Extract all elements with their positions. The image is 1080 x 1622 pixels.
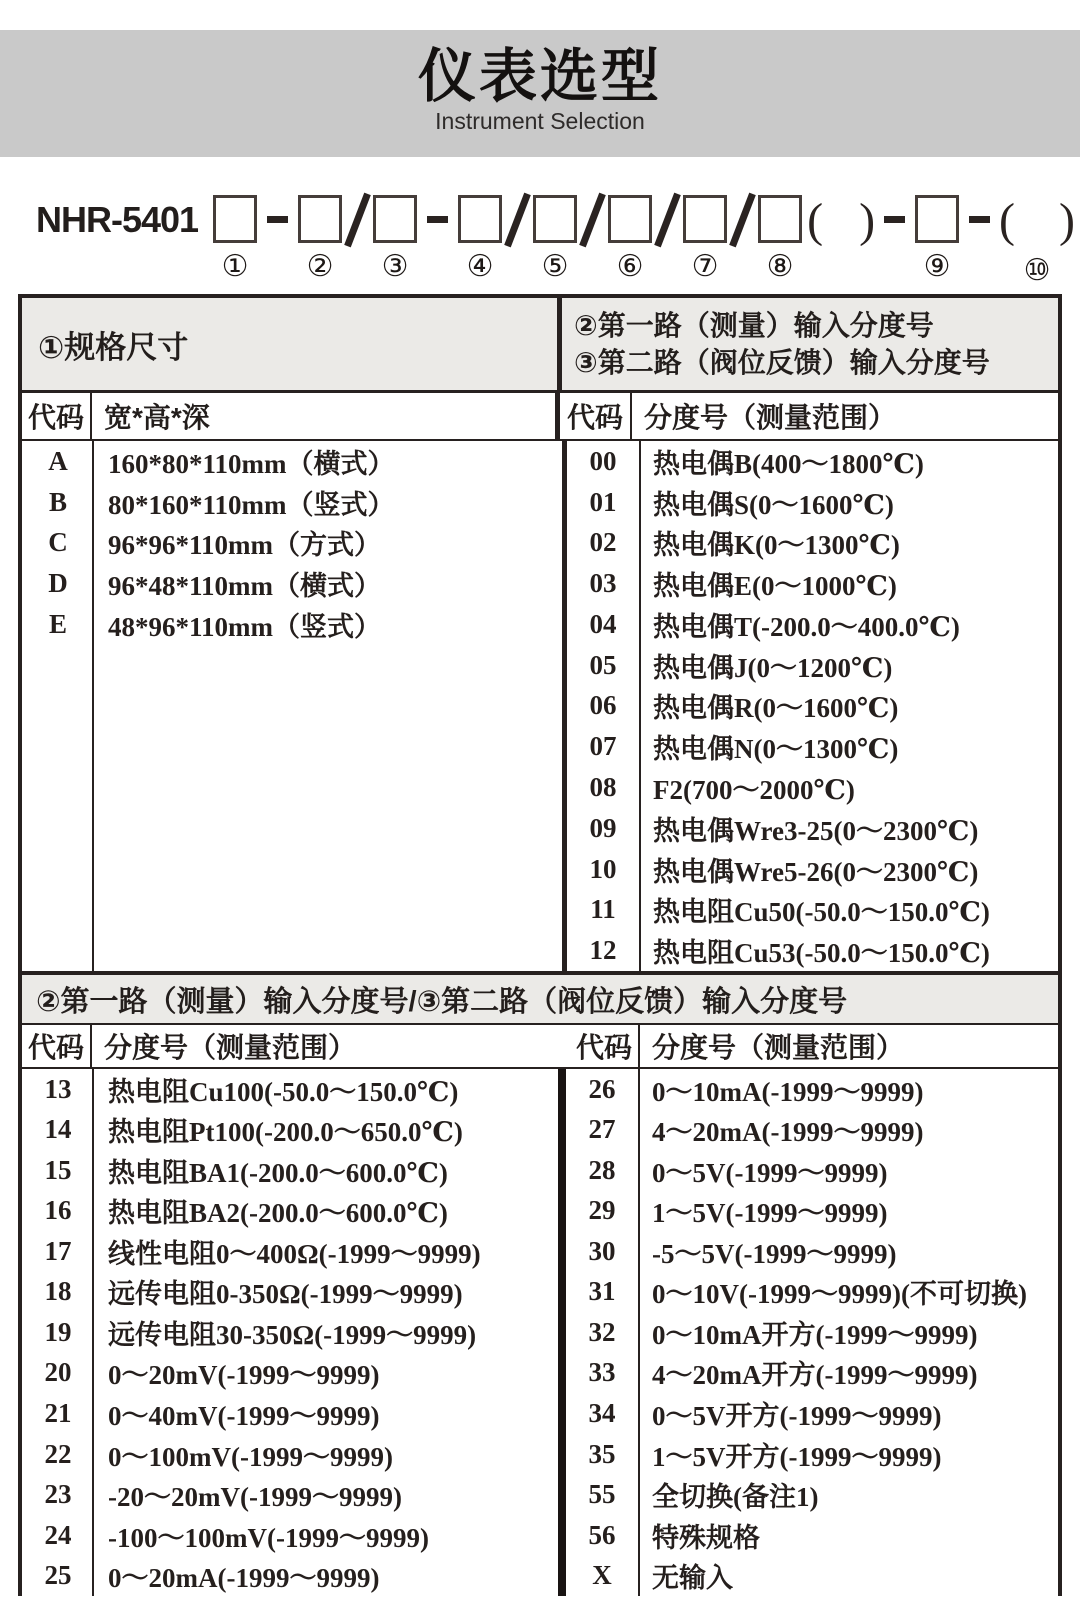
- division-code-list-13-25: [22, 1069, 558, 1596]
- row-code: 22: [44, 1438, 72, 1469]
- model-slot-number: ④: [466, 249, 494, 284]
- table-row: [22, 1393, 558, 1434]
- table-row: [567, 645, 1058, 686]
- model-slot: [758, 195, 802, 284]
- separator-slash: [729, 193, 756, 248]
- model-parens-slot: [807, 195, 875, 247]
- row-code: 09: [589, 812, 617, 843]
- row-code: 12: [589, 935, 617, 966]
- model-box: [213, 195, 257, 243]
- model-box: [298, 195, 342, 243]
- row-desc: 热电阻Cu100(-50.0～150.0℃): [108, 1076, 459, 1107]
- upper-data: [22, 441, 1058, 971]
- division-code-list-26-X: [566, 1069, 1058, 1596]
- model-slot-number: ⑧: [766, 249, 794, 284]
- row-code: 18: [44, 1276, 72, 1307]
- upper-column-header: [22, 393, 1058, 441]
- row-desc: 热电阻Pt100(-200.0～650.0℃): [108, 1117, 463, 1148]
- row-desc: 0～10V(-1999～9999)(不可切换): [652, 1279, 1027, 1310]
- row-code: 01: [589, 486, 617, 517]
- model-box: [458, 195, 502, 243]
- row-code: 28: [588, 1154, 616, 1185]
- row-desc: 热电阻Cu53(-50.0～150.0℃): [653, 938, 990, 969]
- row-desc: 热电偶N(0～1300℃): [653, 734, 899, 765]
- row-desc: 96*96*110mm（方式）: [108, 530, 381, 561]
- row-code: D: [48, 568, 68, 599]
- model-slot: [533, 195, 577, 284]
- row-desc: 0～10mA开方(-1999～9999): [652, 1319, 978, 1350]
- row-code: 04: [589, 608, 617, 639]
- model-slot: [298, 195, 342, 284]
- table-row: [566, 1069, 1058, 1110]
- table-row: [567, 482, 1058, 523]
- table-row: [566, 1150, 1058, 1191]
- model-slot-number: ①: [221, 249, 249, 284]
- model-slot: [373, 195, 417, 284]
- parens: ( ): [807, 194, 876, 247]
- row-desc: 160*80*110mm（横式）: [108, 448, 395, 479]
- table-row: [22, 1312, 558, 1353]
- row-code: X: [592, 1560, 612, 1591]
- model-slot: [213, 195, 257, 284]
- row-code: 31: [588, 1276, 616, 1307]
- model-slot-number: ⑨: [923, 249, 951, 284]
- row-desc: 48*96*110mm（竖式）: [108, 611, 381, 642]
- separator-slash: [504, 193, 531, 248]
- row-desc: 0～5V开方(-1999～9999): [652, 1401, 942, 1432]
- table-row: [566, 1191, 1058, 1232]
- col-code-right: 代码: [570, 1025, 640, 1067]
- table-row: [567, 604, 1058, 645]
- row-desc: 热电偶Wre5-26(0～2300℃): [653, 856, 979, 887]
- row-code: 13: [44, 1073, 72, 1104]
- page-title: 仪表选型: [417, 44, 662, 109]
- table-row: [566, 1110, 1058, 1151]
- row-desc: 4～20mA开方(-1999～9999): [652, 1360, 978, 1391]
- page-subtitle: Instrument Selection: [435, 108, 645, 134]
- input-division-header-line2: ③第二路（阀位反馈）输入分度号: [574, 347, 990, 378]
- separator-dash: [427, 216, 448, 223]
- row-desc: 热电阻BA2(-200.0～600.0℃): [108, 1198, 448, 1229]
- spec-table: [18, 294, 1062, 1596]
- model-slot-number: ⑤: [541, 249, 569, 284]
- model-parens-slot: [999, 195, 1075, 288]
- row-code: C: [48, 527, 68, 558]
- table-row: [22, 1272, 558, 1313]
- table-row: [567, 767, 1058, 808]
- row-code: 15: [44, 1154, 72, 1185]
- row-code: 20: [44, 1357, 72, 1388]
- row-desc: 全切换(备注1): [652, 1482, 819, 1513]
- row-desc: 特殊规格: [652, 1522, 760, 1553]
- parens: ( ): [999, 194, 1076, 247]
- model-slot-number: ③: [381, 249, 409, 284]
- table-row: [566, 1434, 1058, 1475]
- row-desc: 远传电阻0-350Ω(-1999～9999): [108, 1279, 463, 1310]
- table-row: [566, 1393, 1058, 1434]
- table-row: [22, 1434, 558, 1475]
- row-code: 35: [588, 1438, 616, 1469]
- col-code-right: 代码: [560, 393, 632, 439]
- table-row: [567, 441, 1058, 482]
- row-code: 30: [588, 1235, 616, 1266]
- row-code: 17: [44, 1235, 72, 1266]
- col-desc-right: 分度号（测量范围）: [652, 1032, 905, 1063]
- row-code: 00: [589, 445, 617, 476]
- col-desc-left: 宽*高*深: [92, 393, 560, 439]
- row-code: 33: [588, 1357, 616, 1388]
- row-code: 10: [589, 853, 617, 884]
- row-desc: 无输入: [652, 1563, 733, 1594]
- col-code-left: 代码: [22, 393, 92, 439]
- row-code: E: [48, 608, 67, 639]
- table-row: [567, 726, 1058, 767]
- row-code: 23: [44, 1479, 72, 1510]
- table-row: [22, 1474, 558, 1515]
- row-desc: 1～5V开方(-1999～9999): [652, 1441, 942, 1472]
- table-row: [566, 1555, 1058, 1596]
- model-slot: [683, 195, 727, 284]
- model-code-prefix: NHR-5401: [36, 199, 199, 240]
- table-row: [567, 523, 1058, 564]
- row-code: 03: [589, 568, 617, 599]
- model-slot-number: ⑥: [616, 249, 644, 284]
- model-slot: [608, 195, 652, 284]
- row-desc: 0～20mV(-1999～9999): [108, 1360, 380, 1391]
- division-code-list-00-12: [567, 441, 1058, 971]
- table-row: [22, 604, 562, 645]
- table-row: [567, 686, 1058, 727]
- row-code: 19: [44, 1316, 72, 1347]
- row-desc: 热电偶Wre3-25(0～2300℃): [653, 815, 979, 846]
- table-row: [566, 1515, 1058, 1556]
- separator-dash: [969, 216, 990, 223]
- upper-header: [22, 298, 1058, 393]
- row-desc: 80*160*110mm（竖式）: [108, 489, 395, 520]
- separator-slash: [579, 193, 606, 248]
- model-slot: [458, 195, 502, 284]
- table-row: [22, 1515, 558, 1556]
- table-row: [567, 889, 1058, 930]
- row-desc: 1～5V(-1999～9999): [652, 1198, 888, 1229]
- lower-column-header: [22, 1025, 1058, 1069]
- row-desc: -20～20mV(-1999～9999): [108, 1482, 402, 1513]
- row-code: 56: [588, 1519, 616, 1550]
- row-desc: 热电偶J(0～1200℃): [653, 652, 893, 683]
- row-desc: 热电阻Cu50(-50.0～150.0℃): [653, 897, 990, 928]
- table-row: [22, 1231, 558, 1272]
- table-row: [22, 1353, 558, 1394]
- separator-dash: [267, 216, 288, 223]
- table-row: [22, 523, 562, 564]
- model-box: [608, 195, 652, 243]
- table-row: [22, 1191, 558, 1232]
- table-row: [567, 808, 1058, 849]
- row-code: A: [48, 445, 68, 476]
- separator-slash: [344, 193, 371, 248]
- row-desc: -5～5V(-1999～9999): [652, 1238, 897, 1269]
- table-row: [566, 1231, 1058, 1272]
- model-slot: [915, 195, 959, 284]
- row-desc: 热电偶T(-200.0～400.0℃): [653, 611, 960, 642]
- row-code: 27: [588, 1114, 616, 1145]
- row-code: 29: [588, 1195, 616, 1226]
- model-code-area: [36, 195, 1080, 290]
- model-box: [758, 195, 802, 243]
- table-row: [566, 1474, 1058, 1515]
- row-code: 24: [44, 1519, 72, 1550]
- input-division-header: [562, 298, 1058, 390]
- row-desc: F2(700～2000℃): [653, 775, 855, 805]
- row-code: B: [48, 486, 67, 517]
- model-box: [533, 195, 577, 243]
- model-slot-number: ⑦: [691, 249, 719, 284]
- column-divider-bar: [558, 1069, 566, 1596]
- row-code: 32: [588, 1316, 616, 1347]
- row-desc: 热电阻BA1(-200.0～600.0℃): [108, 1157, 448, 1188]
- model-box: [915, 195, 959, 243]
- table-row: [22, 441, 562, 482]
- table-row: [22, 1150, 558, 1191]
- model-slot-number: ②: [306, 249, 334, 284]
- separator-slash: [654, 193, 681, 248]
- row-desc: 0～10mA(-1999～9999): [652, 1076, 924, 1107]
- table-row: [567, 930, 1058, 971]
- row-code: 26: [588, 1073, 616, 1104]
- row-desc: 热电偶K(0～1300℃): [653, 530, 900, 561]
- row-desc: -100～100mV(-1999～9999): [108, 1522, 429, 1553]
- row-desc: 远传电阻30-350Ω(-1999～9999): [108, 1319, 477, 1350]
- table-row: [22, 1555, 558, 1596]
- table-row: [22, 1110, 558, 1151]
- model-line: [210, 195, 1077, 288]
- size-code-list: [22, 441, 567, 971]
- row-code: 55: [588, 1479, 616, 1510]
- table-row: [566, 1353, 1058, 1394]
- col-desc-right: 分度号（测量范围）: [644, 402, 897, 433]
- row-code: 25: [44, 1560, 72, 1591]
- row-code: 16: [44, 1195, 72, 1226]
- separator-dash: [884, 216, 905, 223]
- row-desc: 热电偶S(0～1600℃): [653, 489, 894, 520]
- table-row: [567, 849, 1058, 890]
- row-desc: 4～20mA(-1999～9999): [652, 1117, 924, 1148]
- table-row: [567, 563, 1058, 604]
- col-code-left: 代码: [22, 1025, 92, 1067]
- row-desc: 0～40mV(-1999～9999): [108, 1401, 380, 1432]
- row-desc: 热电偶R(0～1600℃): [653, 693, 899, 724]
- row-code: 14: [44, 1114, 72, 1145]
- row-code: 34: [588, 1398, 616, 1429]
- row-desc: 热电偶E(0～1000℃): [653, 571, 897, 602]
- row-code: 11: [590, 894, 616, 925]
- table-row: [22, 1069, 558, 1110]
- row-code: 02: [589, 527, 617, 558]
- middle-band-header: ②第一路（测量）输入分度号/③第二路（阀位反馈）输入分度号: [22, 971, 1058, 1025]
- spec-size-header: ①规格尺寸: [22, 298, 562, 390]
- col-desc-left: 分度号（测量范围）: [104, 1032, 357, 1063]
- table-row: [22, 482, 562, 523]
- model-box: [373, 195, 417, 243]
- table-row: [566, 1312, 1058, 1353]
- row-desc: 热电偶B(400～1800℃): [653, 448, 924, 479]
- model-box: [683, 195, 727, 243]
- row-code: 05: [589, 649, 617, 680]
- input-division-header-line1: ②第一路（测量）输入分度号: [574, 310, 934, 341]
- row-code: 08: [589, 772, 617, 802]
- title-band: [0, 30, 1080, 157]
- row-desc: 0～20mA(-1999～9999): [108, 1563, 380, 1594]
- row-desc: 96*48*110mm（横式）: [108, 571, 381, 602]
- row-desc: 0～5V(-1999～9999): [652, 1157, 888, 1188]
- row-desc: 0～100mV(-1999～9999): [108, 1441, 393, 1472]
- table-row: [566, 1272, 1058, 1313]
- row-code: 06: [589, 690, 617, 721]
- lower-data: [22, 1069, 1058, 1596]
- row-code: 07: [589, 731, 617, 762]
- model-slot-number: ⑩: [1023, 253, 1051, 288]
- row-desc: 线性电阻0～400Ω(-1999～9999): [108, 1238, 481, 1269]
- table-row: [22, 563, 562, 604]
- row-code: 21: [44, 1398, 72, 1429]
